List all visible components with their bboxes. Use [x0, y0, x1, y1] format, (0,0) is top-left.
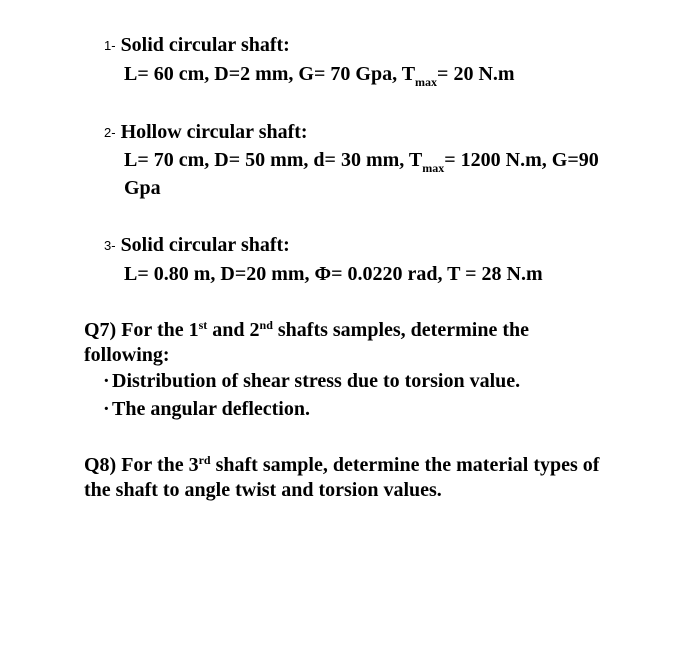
bullet-dot-icon: · — [103, 398, 110, 420]
q8-text-part2: shaft sample, determine the material types of — [210, 454, 600, 476]
q7-bullet-1 — [103, 369, 520, 393]
q8-text-part1: Q8) For the 3 — [84, 454, 199, 476]
problem-2-params — [124, 148, 599, 174]
problem-1-number: 1- — [104, 38, 116, 53]
q7-question-line-2 — [84, 343, 170, 367]
q7-line2-text: following: — [84, 344, 170, 366]
problem-2-title: Hollow circular shaft: — [120, 121, 308, 143]
problem-1-params-suffix: = 20 N.m — [437, 63, 515, 85]
bullet-dot-icon: · — [103, 370, 110, 392]
problem-3-number: 3- — [104, 238, 116, 253]
problem-3-params-text: L= 0.80 m, D=20 mm, Φ= 0.0220 rad, T = 28 N.m — [124, 263, 543, 285]
problem-1-title: Solid circular shaft: — [120, 34, 290, 56]
q7-superscript-st: st — [198, 318, 208, 332]
problem-3-heading — [104, 233, 290, 258]
problem-2-continuation-text: Gpa — [124, 177, 161, 199]
problem-2-params-continuation — [124, 176, 161, 200]
q7-text-part3: shafts samples, determine the — [272, 319, 529, 341]
problem-2-heading — [104, 120, 308, 145]
problem-1-heading — [104, 33, 290, 58]
problem-1-params-prefix: L= 60 cm, D=2 mm, G= 70 Gpa, T — [124, 63, 416, 85]
problem-1-params — [124, 62, 515, 88]
problem-1-tmax-subscript: max — [415, 75, 438, 89]
q7-bullet-2-text: The angular deflection. — [112, 398, 310, 420]
q7-text-part2: and 2 — [207, 319, 260, 341]
q8-line2-text: the shaft to angle twist and torsion values. — [84, 479, 442, 501]
problem-2-number: 2- — [104, 125, 116, 140]
q8-question-line-2 — [84, 478, 442, 502]
problem-3-title: Solid circular shaft: — [120, 234, 290, 256]
q8-superscript-rd: rd — [198, 453, 211, 467]
q8-question-line-1 — [84, 453, 599, 479]
q7-question-line-1 — [84, 318, 529, 344]
problem-2-params-prefix: L= 70 cm, D= 50 mm, d= 30 mm, T — [124, 149, 423, 171]
problem-2-params-suffix: = 1200 N.m, G=90 — [444, 149, 599, 171]
q7-superscript-nd: nd — [259, 318, 273, 332]
q7-bullet-1-text: Distribution of shear stress due to torsion value. — [112, 370, 521, 392]
q7-text-part1: Q7) For the 1 — [84, 319, 199, 341]
q7-bullet-2 — [103, 397, 310, 421]
problem-3-params — [124, 262, 543, 286]
problem-2-tmax-subscript: max — [422, 161, 445, 175]
